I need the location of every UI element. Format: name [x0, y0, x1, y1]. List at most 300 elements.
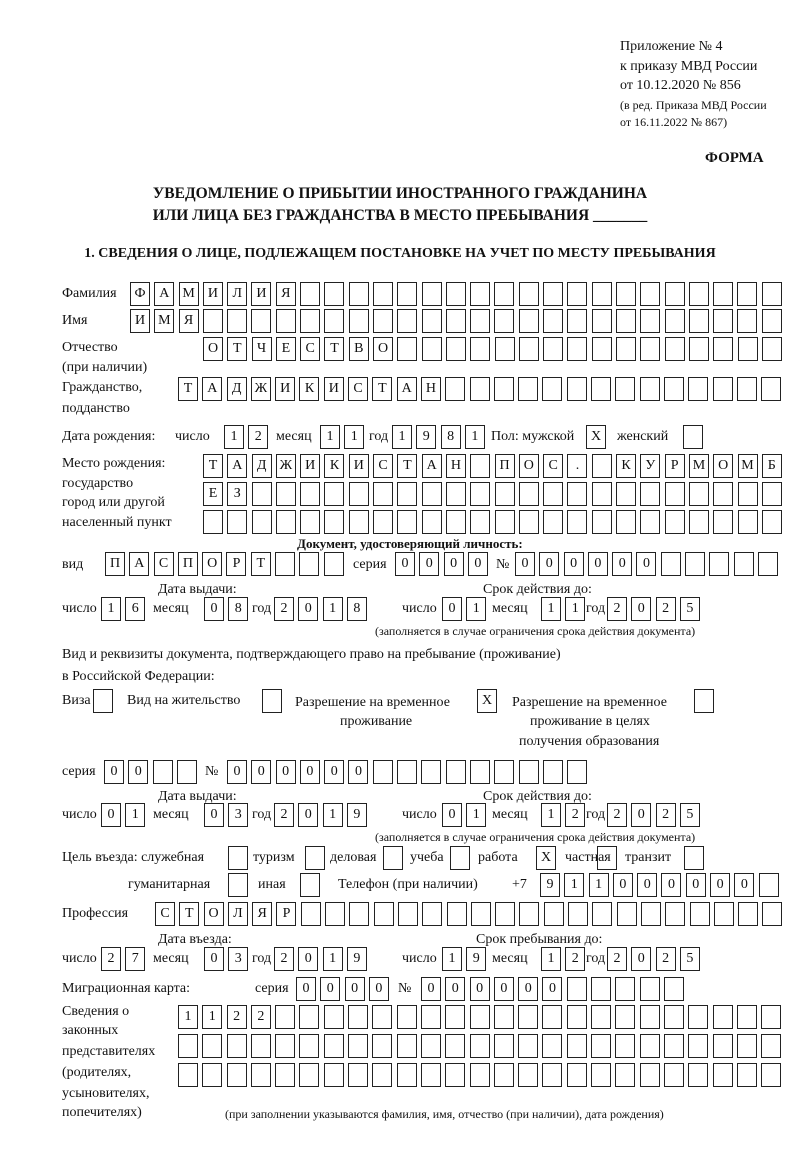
char-box[interactable] [324, 482, 344, 506]
char-box[interactable] [567, 510, 587, 534]
char-box[interactable]: 1 [323, 947, 343, 971]
char-box[interactable]: 9 [347, 803, 367, 827]
char-box[interactable]: 0 [686, 873, 706, 897]
char-box[interactable] [615, 1005, 635, 1029]
char-box[interactable] [762, 902, 782, 926]
char-box[interactable] [251, 1063, 271, 1087]
char-box[interactable]: 0 [637, 873, 657, 897]
char-box[interactable] [275, 552, 295, 576]
char-box[interactable] [664, 1005, 684, 1029]
char-box[interactable] [664, 1034, 684, 1058]
char-box[interactable] [153, 760, 173, 784]
char-box[interactable] [178, 1063, 198, 1087]
char-box[interactable] [324, 510, 344, 534]
char-box[interactable] [713, 1063, 733, 1087]
char-box[interactable] [567, 482, 587, 506]
char-box[interactable]: И [130, 309, 150, 333]
migration-number-field[interactable] [421, 977, 684, 1001]
char-box[interactable]: 0 [636, 552, 656, 576]
char-box[interactable]: Ж [251, 377, 271, 401]
char-box[interactable] [299, 1005, 319, 1029]
char-box[interactable] [383, 846, 403, 870]
char-box[interactable] [397, 510, 417, 534]
citizenship-field[interactable] [178, 377, 781, 401]
char-box[interactable] [372, 1005, 392, 1029]
char-box[interactable]: 2 [656, 947, 676, 971]
char-box[interactable]: 7 [125, 947, 145, 971]
id-valid-day-field[interactable] [442, 597, 486, 621]
char-box[interactable]: 2 [565, 947, 585, 971]
char-box[interactable] [518, 1005, 538, 1029]
char-box[interactable] [227, 1034, 247, 1058]
char-box[interactable]: С [154, 552, 174, 576]
char-box[interactable] [471, 902, 491, 926]
char-box[interactable]: О [519, 454, 539, 478]
char-box[interactable] [592, 454, 612, 478]
char-box[interactable] [251, 309, 271, 333]
char-box[interactable]: . [567, 454, 587, 478]
char-box[interactable] [422, 309, 442, 333]
char-box[interactable] [93, 689, 113, 713]
char-box[interactable] [640, 1005, 660, 1029]
char-box[interactable] [713, 482, 733, 506]
char-box[interactable]: О [713, 454, 733, 478]
patronymic-field[interactable] [203, 337, 782, 361]
char-box[interactable]: 0 [661, 873, 681, 897]
char-box[interactable] [665, 282, 685, 306]
char-box[interactable]: П [105, 552, 125, 576]
char-box[interactable]: 0 [104, 760, 124, 784]
char-box[interactable]: 1 [178, 1005, 198, 1029]
char-box[interactable] [349, 309, 369, 333]
char-box[interactable]: 2 [101, 947, 121, 971]
char-box[interactable]: У [640, 454, 660, 478]
char-box[interactable] [470, 1034, 490, 1058]
birth-day-field[interactable] [224, 425, 268, 449]
char-box[interactable]: М [689, 454, 709, 478]
char-box[interactable] [661, 552, 681, 576]
char-box[interactable] [567, 760, 587, 784]
char-box[interactable]: 0 [204, 597, 224, 621]
char-box[interactable]: 1 [323, 803, 343, 827]
char-box[interactable] [617, 902, 637, 926]
char-box[interactable] [615, 1034, 635, 1058]
char-box[interactable] [519, 510, 539, 534]
birth-place-line-2[interactable] [203, 482, 782, 506]
char-box[interactable] [567, 1005, 587, 1029]
char-box[interactable] [300, 873, 320, 897]
reps-line-1[interactable] [178, 1005, 781, 1029]
char-box[interactable] [665, 337, 685, 361]
char-box[interactable] [616, 510, 636, 534]
char-box[interactable]: Н [421, 377, 441, 401]
char-box[interactable]: X [477, 689, 497, 713]
char-box[interactable] [299, 1063, 319, 1087]
char-box[interactable] [203, 309, 223, 333]
char-box[interactable]: 0 [320, 977, 340, 1001]
char-box[interactable] [615, 377, 635, 401]
char-box[interactable] [664, 377, 684, 401]
char-box[interactable]: Р [276, 902, 296, 926]
char-box[interactable] [202, 1063, 222, 1087]
char-box[interactable]: 2 [274, 597, 294, 621]
char-box[interactable]: 2 [656, 803, 676, 827]
char-box[interactable] [397, 282, 417, 306]
char-box[interactable] [373, 510, 393, 534]
char-box[interactable] [421, 760, 441, 784]
until-month-field[interactable] [541, 947, 585, 971]
char-box[interactable] [567, 377, 587, 401]
id-issue-day-field[interactable] [101, 597, 145, 621]
birth-place-line-1[interactable] [203, 454, 782, 478]
char-box[interactable]: Ж [276, 454, 296, 478]
char-box[interactable]: Р [665, 454, 685, 478]
char-box[interactable] [494, 377, 514, 401]
char-box[interactable] [276, 482, 296, 506]
profession-field[interactable] [155, 902, 782, 926]
char-box[interactable] [494, 1063, 514, 1087]
char-box[interactable] [664, 977, 684, 1001]
char-box[interactable] [300, 482, 320, 506]
sex-male-checkbox[interactable] [586, 425, 606, 449]
char-box[interactable] [543, 482, 563, 506]
char-box[interactable]: 0 [518, 977, 538, 1001]
char-box[interactable]: 0 [442, 597, 462, 621]
char-box[interactable] [494, 309, 514, 333]
char-box[interactable] [544, 902, 564, 926]
char-box[interactable] [597, 846, 617, 870]
char-box[interactable]: О [373, 337, 393, 361]
char-box[interactable]: 0 [515, 552, 535, 576]
char-box[interactable] [422, 282, 442, 306]
char-box[interactable]: 1 [101, 597, 121, 621]
char-box[interactable]: П [178, 552, 198, 576]
char-box[interactable] [299, 552, 319, 576]
char-box[interactable]: 2 [565, 803, 585, 827]
char-box[interactable] [324, 1063, 344, 1087]
char-box[interactable]: 3 [228, 947, 248, 971]
char-box[interactable]: 2 [251, 1005, 271, 1029]
char-box[interactable]: Е [276, 337, 296, 361]
reps-line-2[interactable] [178, 1034, 781, 1058]
char-box[interactable]: 0 [204, 803, 224, 827]
char-box[interactable] [713, 309, 733, 333]
char-box[interactable] [422, 482, 442, 506]
until-year-field[interactable] [607, 947, 700, 971]
char-box[interactable]: И [349, 454, 369, 478]
char-box[interactable] [421, 1034, 441, 1058]
char-box[interactable] [519, 309, 539, 333]
char-box[interactable]: 1 [589, 873, 609, 897]
char-box[interactable] [228, 846, 248, 870]
char-box[interactable] [470, 1005, 490, 1029]
char-box[interactable] [640, 1034, 660, 1058]
char-box[interactable]: Н [446, 454, 466, 478]
char-box[interactable] [665, 902, 685, 926]
char-box[interactable] [495, 510, 515, 534]
char-box[interactable] [689, 337, 709, 361]
char-box[interactable]: А [202, 377, 222, 401]
char-box[interactable] [640, 377, 660, 401]
char-box[interactable] [422, 902, 442, 926]
phone-field[interactable] [540, 873, 779, 897]
char-box[interactable] [690, 902, 710, 926]
char-box[interactable] [759, 873, 779, 897]
char-box[interactable] [349, 282, 369, 306]
char-box[interactable] [252, 482, 272, 506]
char-box[interactable] [762, 482, 782, 506]
char-box[interactable]: 5 [680, 597, 700, 621]
char-box[interactable] [373, 760, 393, 784]
char-box[interactable] [713, 1005, 733, 1029]
char-box[interactable]: 0 [631, 947, 651, 971]
char-box[interactable] [348, 1063, 368, 1087]
char-box[interactable]: 2 [607, 597, 627, 621]
entry-year-field[interactable] [274, 947, 367, 971]
reps-line-3[interactable] [178, 1063, 781, 1087]
name-field[interactable] [130, 309, 782, 333]
right-valid-day-field[interactable] [442, 803, 486, 827]
char-box[interactable]: М [154, 309, 174, 333]
char-box[interactable] [567, 1063, 587, 1087]
char-box[interactable] [616, 482, 636, 506]
char-box[interactable] [738, 510, 758, 534]
char-box[interactable] [592, 282, 612, 306]
char-box[interactable] [518, 377, 538, 401]
char-box[interactable]: С [348, 377, 368, 401]
char-box[interactable]: О [204, 902, 224, 926]
char-box[interactable]: О [203, 337, 223, 361]
char-box[interactable] [227, 1063, 247, 1087]
char-box[interactable]: 1 [125, 803, 145, 827]
sex-female-checkbox[interactable] [683, 425, 703, 449]
char-box[interactable]: 0 [298, 947, 318, 971]
char-box[interactable] [446, 760, 466, 784]
char-box[interactable]: 1 [541, 803, 561, 827]
char-box[interactable]: 2 [248, 425, 268, 449]
char-box[interactable] [495, 337, 515, 361]
char-box[interactable]: М [738, 454, 758, 478]
char-box[interactable] [591, 377, 611, 401]
char-box[interactable]: 0 [419, 552, 439, 576]
char-box[interactable]: 0 [251, 760, 271, 784]
char-box[interactable]: Я [252, 902, 272, 926]
char-box[interactable] [446, 309, 466, 333]
char-box[interactable] [664, 1063, 684, 1087]
char-box[interactable] [762, 309, 782, 333]
char-box[interactable]: А [227, 454, 247, 478]
char-box[interactable]: 0 [445, 977, 465, 1001]
char-box[interactable] [685, 552, 705, 576]
char-box[interactable] [276, 309, 296, 333]
char-box[interactable]: 0 [421, 977, 441, 1001]
char-box[interactable]: Д [252, 454, 272, 478]
char-box[interactable] [300, 510, 320, 534]
char-box[interactable]: Р [226, 552, 246, 576]
char-box[interactable] [178, 1034, 198, 1058]
char-box[interactable] [738, 482, 758, 506]
char-box[interactable] [494, 1005, 514, 1029]
char-box[interactable] [228, 873, 248, 897]
char-box[interactable]: 0 [612, 552, 632, 576]
char-box[interactable] [542, 1005, 562, 1029]
id-issue-month-field[interactable] [204, 597, 248, 621]
char-box[interactable] [762, 510, 782, 534]
char-box[interactable]: Т [178, 377, 198, 401]
char-box[interactable]: 2 [656, 597, 676, 621]
char-box[interactable] [262, 689, 282, 713]
char-box[interactable] [470, 309, 490, 333]
char-box[interactable] [397, 1063, 417, 1087]
char-box[interactable] [446, 482, 466, 506]
char-box[interactable] [470, 482, 490, 506]
char-box[interactable]: 0 [298, 803, 318, 827]
char-box[interactable]: 0 [542, 977, 562, 1001]
right-valid-year-field[interactable] [607, 803, 700, 827]
char-box[interactable] [592, 337, 612, 361]
right-valid-month-field[interactable] [541, 803, 585, 827]
char-box[interactable] [616, 309, 636, 333]
char-box[interactable]: 0 [470, 977, 490, 1001]
char-box[interactable] [591, 1005, 611, 1029]
char-box[interactable] [616, 337, 636, 361]
char-box[interactable] [324, 1005, 344, 1029]
char-box[interactable] [470, 510, 490, 534]
char-box[interactable]: Т [372, 377, 392, 401]
char-box[interactable] [397, 309, 417, 333]
char-box[interactable]: 0 [631, 597, 651, 621]
char-box[interactable] [275, 1005, 295, 1029]
char-box[interactable]: И [275, 377, 295, 401]
char-box[interactable] [494, 760, 514, 784]
char-box[interactable] [543, 337, 563, 361]
char-box[interactable] [737, 282, 757, 306]
char-box[interactable] [275, 1063, 295, 1087]
char-box[interactable] [568, 902, 588, 926]
char-box[interactable] [761, 1034, 781, 1058]
char-box[interactable] [640, 1063, 660, 1087]
char-box[interactable] [397, 482, 417, 506]
id-number-field[interactable] [515, 552, 778, 576]
char-box[interactable]: Ф [130, 282, 150, 306]
edu-permit-checkbox[interactable] [694, 689, 714, 713]
char-box[interactable] [372, 1034, 392, 1058]
char-box[interactable]: 0 [345, 977, 365, 1001]
char-box[interactable] [446, 510, 466, 534]
right-number-field[interactable] [227, 760, 587, 784]
residence-checkbox[interactable] [262, 689, 282, 713]
char-box[interactable] [445, 377, 465, 401]
char-box[interactable] [738, 337, 758, 361]
char-box[interactable] [688, 377, 708, 401]
char-box[interactable]: С [373, 454, 393, 478]
char-box[interactable]: Т [179, 902, 199, 926]
id-valid-year-field[interactable] [607, 597, 700, 621]
char-box[interactable]: 0 [276, 760, 296, 784]
char-box[interactable]: Ч [252, 337, 272, 361]
char-box[interactable] [470, 1063, 490, 1087]
char-box[interactable]: 0 [101, 803, 121, 827]
char-box[interactable]: Л [228, 902, 248, 926]
char-box[interactable] [761, 1005, 781, 1029]
char-box[interactable] [519, 902, 539, 926]
char-box[interactable] [422, 510, 442, 534]
char-box[interactable]: А [397, 377, 417, 401]
purpose-humanitarian-checkbox[interactable] [228, 873, 248, 897]
char-box[interactable] [227, 309, 247, 333]
char-box[interactable] [543, 510, 563, 534]
char-box[interactable] [518, 1034, 538, 1058]
char-box[interactable]: 0 [613, 873, 633, 897]
char-box[interactable]: Т [251, 552, 271, 576]
char-box[interactable] [688, 1063, 708, 1087]
char-box[interactable]: 0 [631, 803, 651, 827]
char-box[interactable] [615, 977, 635, 1001]
char-box[interactable] [299, 1034, 319, 1058]
char-box[interactable] [397, 1005, 417, 1029]
char-box[interactable] [470, 454, 490, 478]
char-box[interactable] [640, 510, 660, 534]
char-box[interactable]: 0 [298, 597, 318, 621]
char-box[interactable] [397, 760, 417, 784]
char-box[interactable] [470, 760, 490, 784]
char-box[interactable]: Я [179, 309, 199, 333]
char-box[interactable] [640, 282, 660, 306]
char-box[interactable] [688, 1005, 708, 1029]
char-box[interactable] [762, 282, 782, 306]
char-box[interactable]: 9 [466, 947, 486, 971]
char-box[interactable] [445, 1005, 465, 1029]
char-box[interactable] [300, 309, 320, 333]
char-box[interactable] [694, 689, 714, 713]
char-box[interactable] [689, 482, 709, 506]
temp-permit-checkbox[interactable] [477, 689, 497, 713]
until-day-field[interactable] [442, 947, 486, 971]
char-box[interactable] [373, 309, 393, 333]
char-box[interactable]: В [349, 337, 369, 361]
char-box[interactable]: А [422, 454, 442, 478]
char-box[interactable] [494, 1034, 514, 1058]
char-box[interactable]: Л [227, 282, 247, 306]
char-box[interactable]: 0 [564, 552, 584, 576]
char-box[interactable] [713, 282, 733, 306]
char-box[interactable] [324, 1034, 344, 1058]
char-box[interactable] [713, 377, 733, 401]
char-box[interactable] [324, 309, 344, 333]
char-box[interactable] [665, 309, 685, 333]
char-box[interactable]: 1 [323, 597, 343, 621]
right-issue-month-field[interactable] [204, 803, 248, 827]
char-box[interactable] [543, 760, 563, 784]
right-issue-year-field[interactable] [274, 803, 367, 827]
char-box[interactable] [398, 902, 418, 926]
char-box[interactable] [592, 902, 612, 926]
char-box[interactable] [349, 482, 369, 506]
char-box[interactable] [641, 902, 661, 926]
purpose-private-checkbox[interactable] [597, 846, 617, 870]
char-box[interactable] [567, 337, 587, 361]
char-box[interactable] [450, 846, 470, 870]
char-box[interactable] [372, 1063, 392, 1087]
char-box[interactable] [689, 309, 709, 333]
char-box[interactable] [689, 510, 709, 534]
char-box[interactable]: И [300, 454, 320, 478]
char-box[interactable] [397, 337, 417, 361]
char-box[interactable]: 0 [296, 977, 316, 1001]
char-box[interactable]: И [251, 282, 271, 306]
char-box[interactable] [519, 337, 539, 361]
char-box[interactable]: 0 [227, 760, 247, 784]
